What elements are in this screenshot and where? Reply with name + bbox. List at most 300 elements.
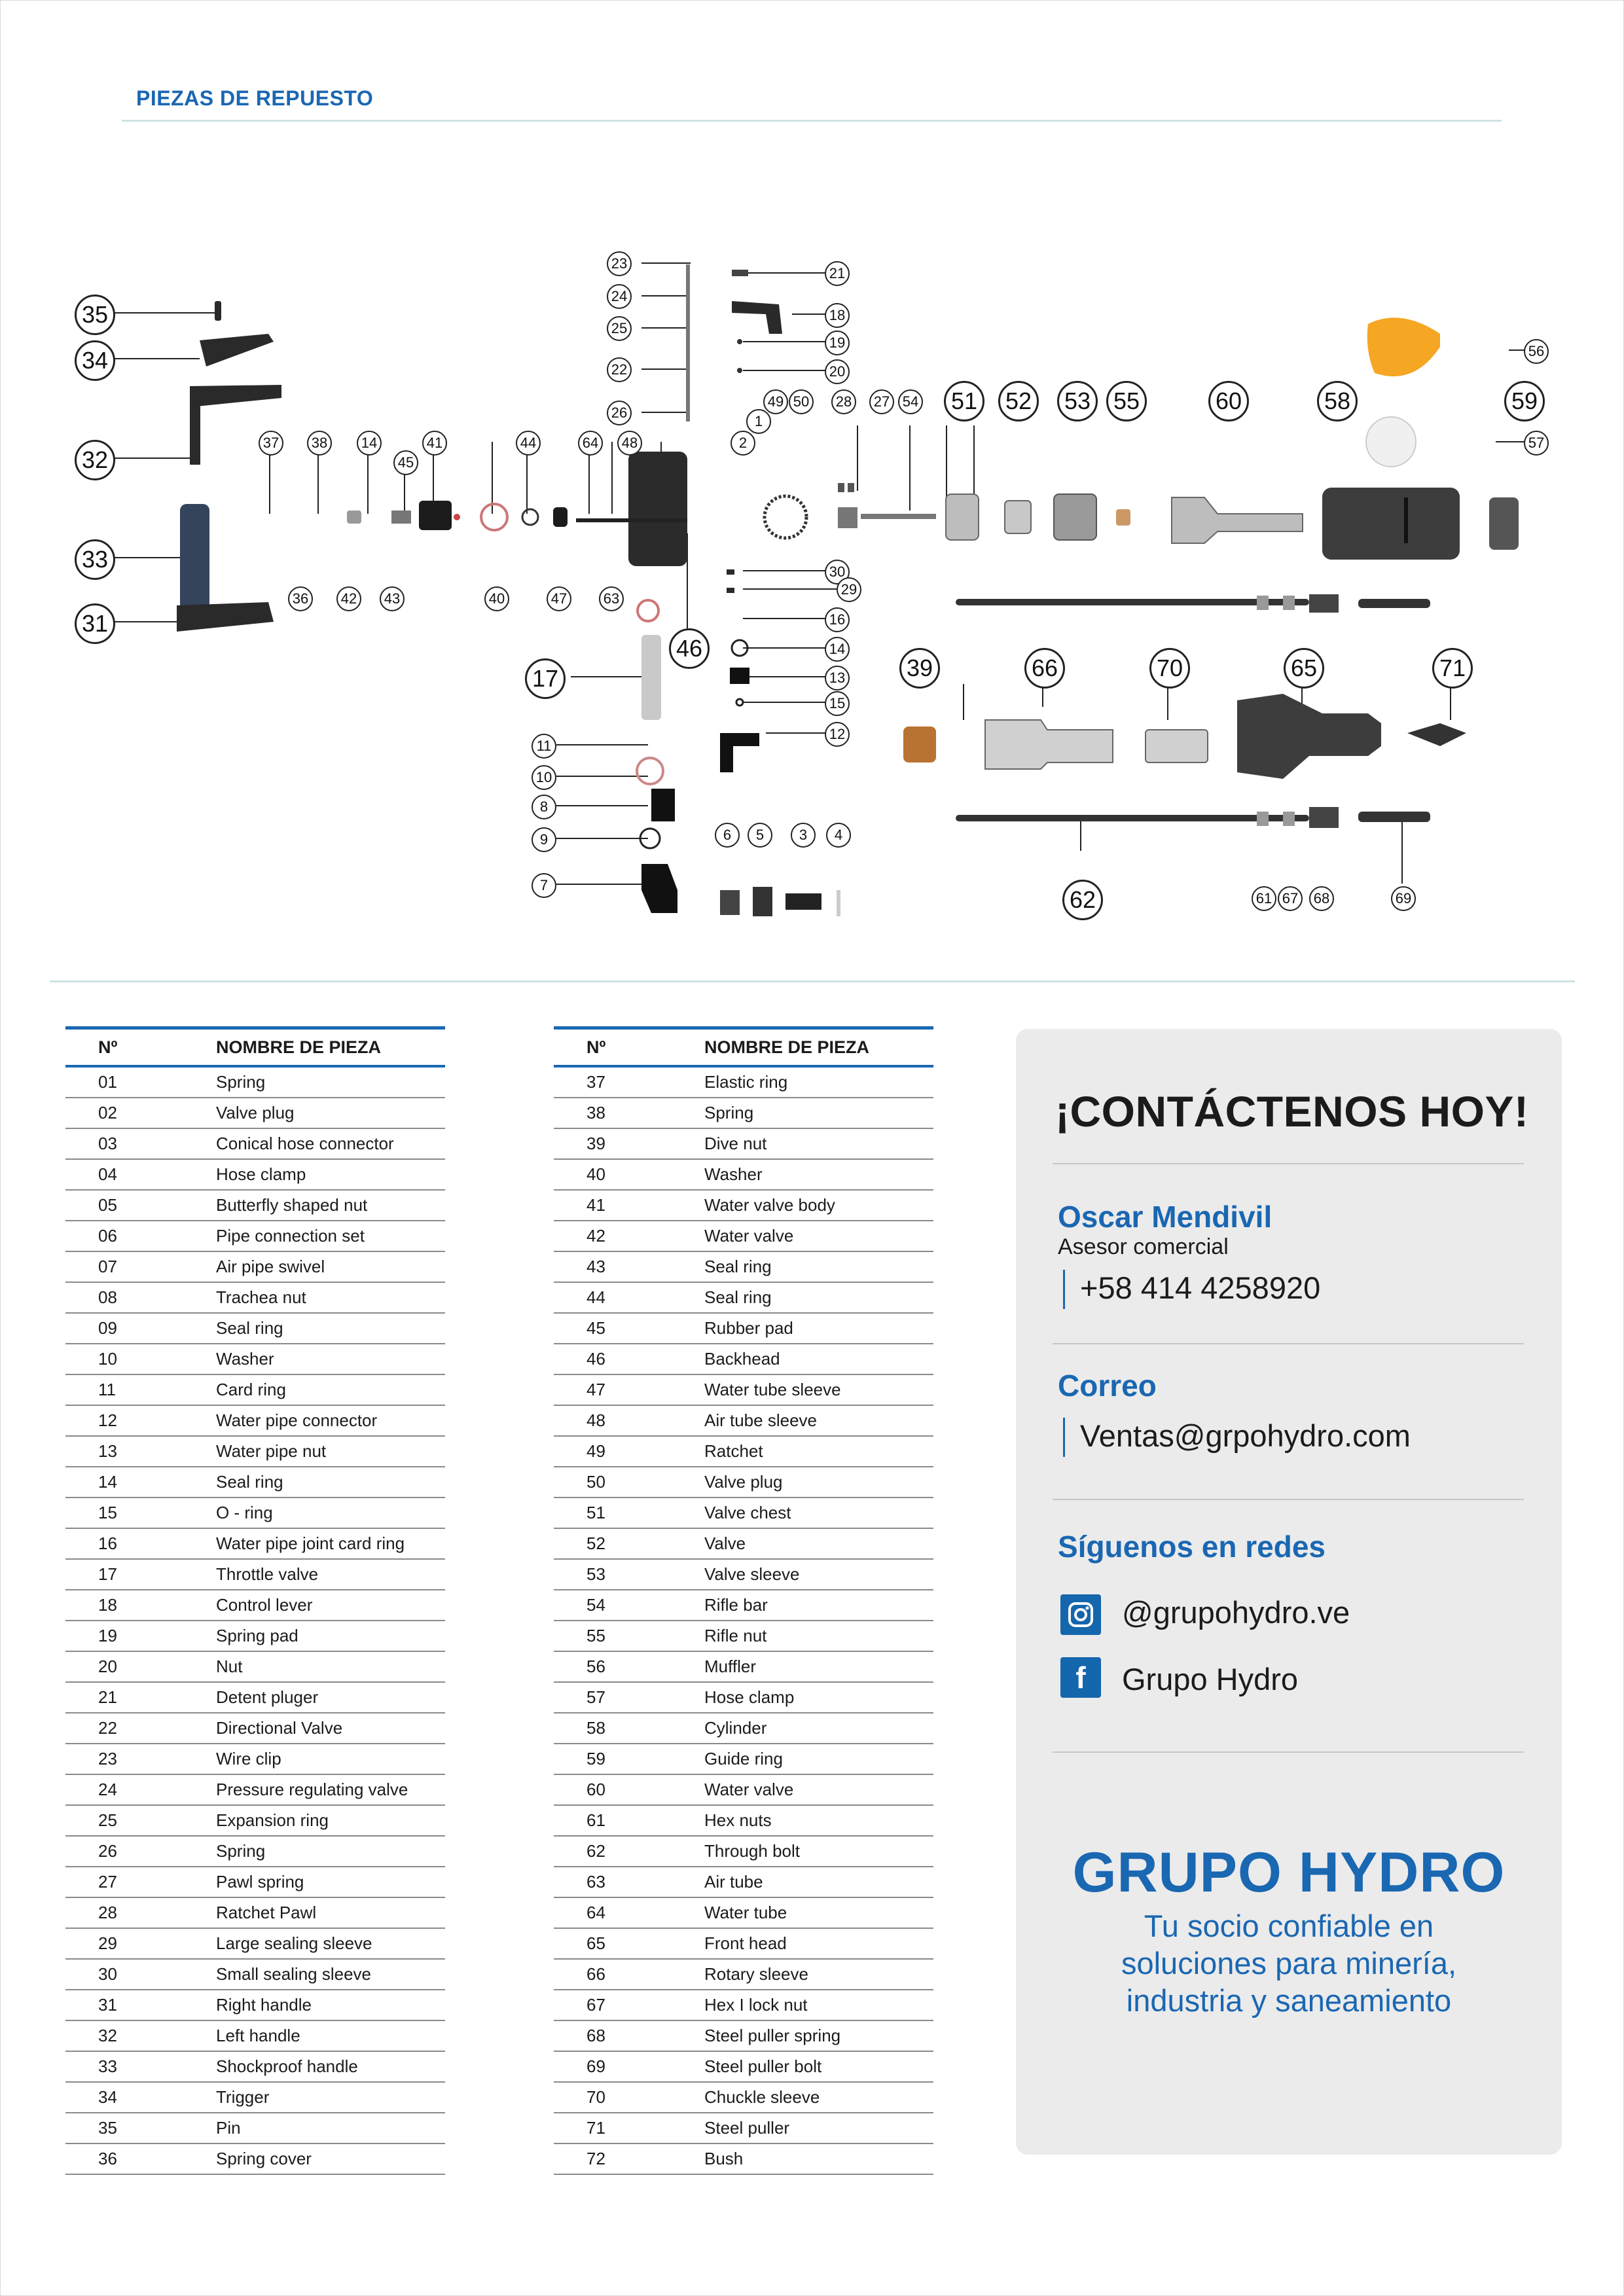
part-number: 63 — [554, 1867, 704, 1897]
table-row — [65, 1928, 445, 1959]
table-row — [554, 1221, 933, 1251]
part-number: 48 — [554, 1405, 704, 1436]
parts-table-right — [554, 1026, 933, 2175]
part-number: 36 — [65, 2144, 216, 2174]
instagram-handle[interactable]: @grupohydro.ve — [1122, 1595, 1350, 1630]
table-row — [65, 1436, 445, 1467]
part-name: Wire clip — [216, 1744, 445, 1774]
table-row — [554, 1836, 933, 1867]
part-name: Steel puller — [704, 2113, 933, 2144]
callout-46: 46 — [669, 628, 710, 669]
table-row — [554, 1959, 933, 1990]
part-number: 02 — [65, 1098, 216, 1128]
part-number: 20 — [65, 1651, 216, 1682]
part-name: Hose clamp — [216, 1159, 445, 1190]
table-header-row — [554, 1028, 933, 1067]
table-row — [65, 1990, 445, 2020]
contact-phone[interactable]: +58 414 4258920 — [1080, 1270, 1321, 1305]
callout-21: 21 — [825, 261, 850, 286]
parts-table-right-body — [554, 1066, 933, 2174]
table-row — [554, 1313, 933, 1344]
part-name: Spring — [216, 1066, 445, 1098]
part-number: 12 — [65, 1405, 216, 1436]
contact-person-role: Asesor comercial — [1058, 1234, 1229, 1259]
part-name: O - ring — [216, 1498, 445, 1528]
callout-52: 52 — [998, 381, 1039, 422]
callout-39: 39 — [899, 648, 940, 689]
part-number: 39 — [554, 1128, 704, 1159]
callout-42: 42 — [336, 586, 361, 611]
part-name: Seal ring — [216, 1313, 445, 1344]
part-number: 69 — [554, 2051, 704, 2082]
callout-59: 59 — [1504, 381, 1545, 422]
part-number: 64 — [554, 1897, 704, 1928]
part-name: Card ring — [216, 1374, 445, 1405]
part-name: Cylinder — [704, 1713, 933, 1744]
callout-5: 5 — [748, 823, 772, 848]
table-row — [65, 1374, 445, 1405]
facebook-icon[interactable]: f — [1060, 1657, 1101, 1698]
table-row — [554, 1651, 933, 1682]
callout-15: 15 — [825, 691, 850, 716]
callout-28: 28 — [831, 389, 856, 414]
table-row — [65, 1867, 445, 1897]
table-row — [554, 2082, 933, 2113]
table-row — [554, 1559, 933, 1590]
table-row — [65, 1713, 445, 1744]
part-name: Chuckle sleeve — [704, 2082, 933, 2113]
callout-41: 41 — [422, 431, 447, 456]
email-accent-bar — [1063, 1418, 1065, 1457]
part-name: Air tube sleeve — [704, 1405, 933, 1436]
part-name: Water valve — [704, 1774, 933, 1805]
table-row — [65, 1559, 445, 1590]
social-heading: Síguenos en redes — [1058, 1530, 1326, 1564]
part-name: Throttle valve — [216, 1559, 445, 1590]
parts-table-left — [65, 1026, 445, 2175]
table-row — [65, 2020, 445, 2051]
contact-person-name: Oscar Mendivil — [1058, 1200, 1272, 1234]
callout-8: 8 — [532, 795, 556, 819]
table-header-row — [65, 1028, 445, 1067]
table-row — [554, 1528, 933, 1559]
part-number: 29 — [65, 1928, 216, 1959]
part-number: 17 — [65, 1559, 216, 1590]
table-row — [65, 1066, 445, 1098]
part-name: Pipe connection set — [216, 1221, 445, 1251]
table-row — [554, 1590, 933, 1621]
part-number: 06 — [65, 1221, 216, 1251]
page-title: PIEZAS DE REPUESTO — [136, 86, 374, 110]
callout-54: 54 — [898, 389, 923, 414]
part-number: 60 — [554, 1774, 704, 1805]
part-number: 25 — [65, 1805, 216, 1836]
part-number: 47 — [554, 1374, 704, 1405]
table-row — [65, 1159, 445, 1190]
callout-50: 50 — [789, 389, 814, 414]
callout-16: 16 — [825, 607, 850, 632]
part-name: Spring — [216, 1836, 445, 1867]
table-row — [554, 1682, 933, 1713]
callout-31: 31 — [75, 603, 115, 644]
part-number: 22 — [65, 1713, 216, 1744]
part-number: 46 — [554, 1344, 704, 1374]
table-row — [554, 2051, 933, 2082]
part-number: 54 — [554, 1590, 704, 1621]
table-row — [65, 1282, 445, 1313]
callout-24: 24 — [607, 284, 632, 309]
part-number: 27 — [65, 1867, 216, 1897]
callout-58: 58 — [1317, 381, 1358, 422]
table-row — [554, 1405, 933, 1436]
table-row — [554, 1467, 933, 1498]
part-number: 37 — [554, 1066, 704, 1098]
part-number: 24 — [65, 1774, 216, 1805]
part-name: Butterfly shaped nut — [216, 1190, 445, 1221]
callout-27: 27 — [869, 389, 894, 414]
callout-67: 67 — [1278, 886, 1303, 911]
card-divider — [1053, 1499, 1524, 1500]
part-number: 38 — [554, 1098, 704, 1128]
part-number: 33 — [65, 2051, 216, 2082]
callout-23: 23 — [607, 251, 632, 276]
table-row — [65, 1744, 445, 1774]
callout-44: 44 — [516, 431, 541, 456]
callout-35: 35 — [75, 295, 115, 335]
callout-57: 57 — [1524, 431, 1549, 456]
part-number: 72 — [554, 2144, 704, 2174]
part-name: Steel puller spring — [704, 2020, 933, 2051]
part-name: Spring — [704, 1098, 933, 1128]
table-row — [65, 1651, 445, 1682]
exploded-parts-diagram — [65, 236, 1571, 942]
callout-49: 49 — [763, 389, 788, 414]
part-number: 50 — [554, 1467, 704, 1498]
table-row — [554, 1098, 933, 1128]
part-number: 65 — [554, 1928, 704, 1959]
table-row — [554, 1744, 933, 1774]
table-row — [65, 1959, 445, 1990]
part-name: Hose clamp — [704, 1682, 933, 1713]
instagram-glyph — [1066, 1600, 1095, 1629]
table-row — [65, 1467, 445, 1498]
callout-26: 26 — [607, 401, 632, 425]
parts-table-left-body — [65, 1066, 445, 2174]
callout-63: 63 — [599, 586, 624, 611]
table-row — [65, 1098, 445, 1128]
callout-6: 6 — [715, 823, 740, 848]
instagram-icon[interactable] — [1060, 1594, 1101, 1635]
callout-51: 51 — [944, 381, 984, 422]
part-number: 30 — [65, 1959, 216, 1990]
part-number: 56 — [554, 1651, 704, 1682]
part-number: 34 — [65, 2082, 216, 2113]
part-name: Hex nuts — [704, 1805, 933, 1836]
callout-7: 7 — [532, 873, 556, 898]
table-row — [554, 1344, 933, 1374]
table-row — [65, 1682, 445, 1713]
callout-56: 56 — [1524, 339, 1549, 364]
callout-47: 47 — [547, 586, 571, 611]
table-row — [65, 2113, 445, 2144]
part-name: Muffler — [704, 1651, 933, 1682]
table-row — [65, 1313, 445, 1344]
callout-68: 68 — [1309, 886, 1334, 911]
part-name: Shockproof handle — [216, 2051, 445, 2082]
part-number: 09 — [65, 1313, 216, 1344]
part-number: 70 — [554, 2082, 704, 2113]
part-number: 51 — [554, 1498, 704, 1528]
callout-14a: 14 — [357, 431, 382, 456]
part-number: 49 — [554, 1436, 704, 1467]
part-number: 04 — [65, 1159, 216, 1190]
part-number: 53 — [554, 1559, 704, 1590]
part-name: Elastic ring — [704, 1066, 933, 1098]
part-name: Steel puller bolt — [704, 2051, 933, 2082]
callout-17: 17 — [525, 658, 566, 699]
callout-34: 34 — [75, 340, 115, 381]
part-name: Detent pluger — [216, 1682, 445, 1713]
part-name: Valve — [704, 1528, 933, 1559]
part-number: 08 — [65, 1282, 216, 1313]
callout-53: 53 — [1057, 381, 1098, 422]
card-divider — [1053, 1751, 1524, 1753]
part-number: 26 — [65, 1836, 216, 1867]
callout-1: 1 — [746, 409, 771, 434]
callout-43: 43 — [380, 586, 405, 611]
col-name-header: NOMBRE DE PIEZA — [704, 1028, 933, 1067]
callout-71: 71 — [1432, 648, 1473, 689]
part-name: Nut — [216, 1651, 445, 1682]
part-number: 62 — [554, 1836, 704, 1867]
table-row — [554, 2113, 933, 2144]
table-row — [65, 1528, 445, 1559]
table-row — [554, 1066, 933, 1098]
callout-19: 19 — [825, 331, 850, 355]
part-name: Air tube — [704, 1867, 933, 1897]
part-name: Pressure regulating valve — [216, 1774, 445, 1805]
table-row — [554, 1374, 933, 1405]
table-row — [65, 1190, 445, 1221]
table-row — [554, 1159, 933, 1190]
part-name: Hex I lock nut — [704, 1990, 933, 2020]
table-row — [65, 1498, 445, 1528]
table-row — [554, 1928, 933, 1959]
table-row — [65, 2082, 445, 2113]
table-row — [554, 1713, 933, 1744]
part-number: 42 — [554, 1221, 704, 1251]
part-name: Air pipe swivel — [216, 1251, 445, 1282]
table-row — [65, 1621, 445, 1651]
part-number: 32 — [65, 2020, 216, 2051]
part-number: 45 — [554, 1313, 704, 1344]
part-number: 03 — [65, 1128, 216, 1159]
callout-20: 20 — [825, 359, 850, 384]
part-number: 10 — [65, 1344, 216, 1374]
part-name: Left handle — [216, 2020, 445, 2051]
part-number: 52 — [554, 1528, 704, 1559]
part-name: Rifle bar — [704, 1590, 933, 1621]
table-row — [554, 1805, 933, 1836]
callout-11: 11 — [532, 734, 556, 759]
part-name: Guide ring — [704, 1744, 933, 1774]
facebook-name[interactable]: Grupo Hydro — [1122, 1662, 1299, 1696]
part-name: Trachea nut — [216, 1282, 445, 1313]
part-name: Trigger — [216, 2082, 445, 2113]
parts-drawing — [65, 236, 1571, 942]
phone-accent-bar — [1063, 1270, 1065, 1309]
part-number: 14 — [65, 1467, 216, 1498]
part-name: Valve plug — [216, 1098, 445, 1128]
part-name: Bush — [704, 2144, 933, 2174]
table-row — [65, 1405, 445, 1436]
callout-18: 18 — [825, 303, 850, 328]
part-name: Rotary sleeve — [704, 1959, 933, 1990]
part-number: 44 — [554, 1282, 704, 1313]
callout-3: 3 — [791, 823, 816, 848]
part-number: 71 — [554, 2113, 704, 2144]
header-divider — [122, 120, 1502, 122]
callout-22: 22 — [607, 357, 632, 382]
part-number: 21 — [65, 1682, 216, 1713]
callout-60: 60 — [1208, 381, 1249, 422]
part-name: Water pipe connector — [216, 1405, 445, 1436]
table-row — [554, 1282, 933, 1313]
part-name: Spring cover — [216, 2144, 445, 2174]
table-row — [65, 1221, 445, 1251]
part-name: Backhead — [704, 1344, 933, 1374]
table-row — [554, 1128, 933, 1159]
table-row — [554, 1251, 933, 1282]
table-row — [65, 1836, 445, 1867]
callout-12: 12 — [825, 722, 850, 747]
part-number: 67 — [554, 1990, 704, 2020]
part-name: Washer — [216, 1344, 445, 1374]
part-number: 35 — [65, 2113, 216, 2144]
part-number: 23 — [65, 1744, 216, 1774]
part-name: Seal ring — [216, 1467, 445, 1498]
table-row — [65, 1590, 445, 1621]
table-row — [65, 1344, 445, 1374]
part-name: Control lever — [216, 1590, 445, 1621]
table-row — [65, 1774, 445, 1805]
callout-13: 13 — [825, 666, 850, 691]
card-divider — [1053, 1343, 1524, 1344]
part-number: 19 — [65, 1621, 216, 1651]
part-number: 40 — [554, 1159, 704, 1190]
part-number: 05 — [65, 1190, 216, 1221]
callout-40: 40 — [484, 586, 509, 611]
part-name: Water pipe joint card ring — [216, 1528, 445, 1559]
callout-45: 45 — [393, 450, 418, 475]
table-row — [554, 1621, 933, 1651]
callout-61: 61 — [1252, 886, 1276, 911]
part-name: Water tube sleeve — [704, 1374, 933, 1405]
part-number: 18 — [65, 1590, 216, 1621]
part-name: Ratchet — [704, 1436, 933, 1467]
part-number: 41 — [554, 1190, 704, 1221]
part-number: 43 — [554, 1251, 704, 1282]
part-number: 59 — [554, 1744, 704, 1774]
col-number-header: Nº — [65, 1028, 216, 1067]
table-row — [65, 2051, 445, 2082]
table-row — [554, 1436, 933, 1467]
part-number: 68 — [554, 2020, 704, 2051]
section-divider — [50, 980, 1575, 982]
table-row — [554, 1498, 933, 1528]
part-name: Pawl spring — [216, 1867, 445, 1897]
brand-name: GRUPO HYDRO — [1072, 1841, 1506, 1904]
table-row — [554, 1897, 933, 1928]
part-number: 55 — [554, 1621, 704, 1651]
part-name: Seal ring — [704, 1251, 933, 1282]
brand-tagline: Tu socio confiable en soluciones para minería, industria y saneamiento — [1121, 1909, 1457, 2018]
part-number: 28 — [65, 1897, 216, 1928]
callout-55: 55 — [1106, 381, 1147, 422]
col-name-header: NOMBRE DE PIEZA — [216, 1028, 445, 1067]
callout-2: 2 — [731, 431, 755, 456]
callout-69: 69 — [1391, 886, 1416, 911]
card-divider — [1053, 1163, 1524, 1164]
email-heading: Correo — [1058, 1369, 1157, 1403]
part-number: 11 — [65, 1374, 216, 1405]
part-name: Dive nut — [704, 1128, 933, 1159]
col-number-header: Nº — [554, 1028, 704, 1067]
part-name: Large sealing sleeve — [216, 1928, 445, 1959]
table-row — [554, 2020, 933, 2051]
part-name: Water valve — [704, 1221, 933, 1251]
part-name: Water tube — [704, 1897, 933, 1928]
part-number: 58 — [554, 1713, 704, 1744]
part-name: Directional Valve — [216, 1713, 445, 1744]
part-number: 66 — [554, 1959, 704, 1990]
part-number: 07 — [65, 1251, 216, 1282]
callout-33: 33 — [75, 539, 115, 580]
callout-48: 48 — [617, 431, 642, 456]
callout-9: 9 — [532, 827, 556, 852]
callout-66: 66 — [1024, 648, 1065, 689]
part-name: Ratchet Pawl — [216, 1897, 445, 1928]
callout-38: 38 — [307, 431, 332, 456]
part-name: Washer — [704, 1159, 933, 1190]
part-name: Pin — [216, 2113, 445, 2144]
part-name: Rifle nut — [704, 1621, 933, 1651]
table-row — [65, 1897, 445, 1928]
contact-card — [1016, 1029, 1562, 2155]
callout-30: 30 — [825, 560, 850, 584]
callout-65: 65 — [1284, 648, 1324, 689]
part-name: Valve chest — [704, 1498, 933, 1528]
table-row — [554, 1190, 933, 1221]
part-name: Seal ring — [704, 1282, 933, 1313]
part-name: Expansion ring — [216, 1805, 445, 1836]
callout-25: 25 — [607, 316, 632, 341]
table-row — [65, 1805, 445, 1836]
table-row — [65, 1128, 445, 1159]
part-name: Conical hose connector — [216, 1128, 445, 1159]
part-number: 61 — [554, 1805, 704, 1836]
table-row — [65, 2144, 445, 2174]
part-number: 15 — [65, 1498, 216, 1528]
contact-heading: ¡CONTÁCTENOS HOY! — [1055, 1087, 1529, 1136]
part-name: Rubber pad — [704, 1313, 933, 1344]
table-row — [554, 1990, 933, 2020]
table-row — [554, 1867, 933, 1897]
contact-email[interactable]: Ventas@grpohydro.com — [1080, 1418, 1411, 1453]
part-name: Spring pad — [216, 1621, 445, 1651]
callout-62: 62 — [1062, 880, 1103, 920]
part-name: Front head — [704, 1928, 933, 1959]
